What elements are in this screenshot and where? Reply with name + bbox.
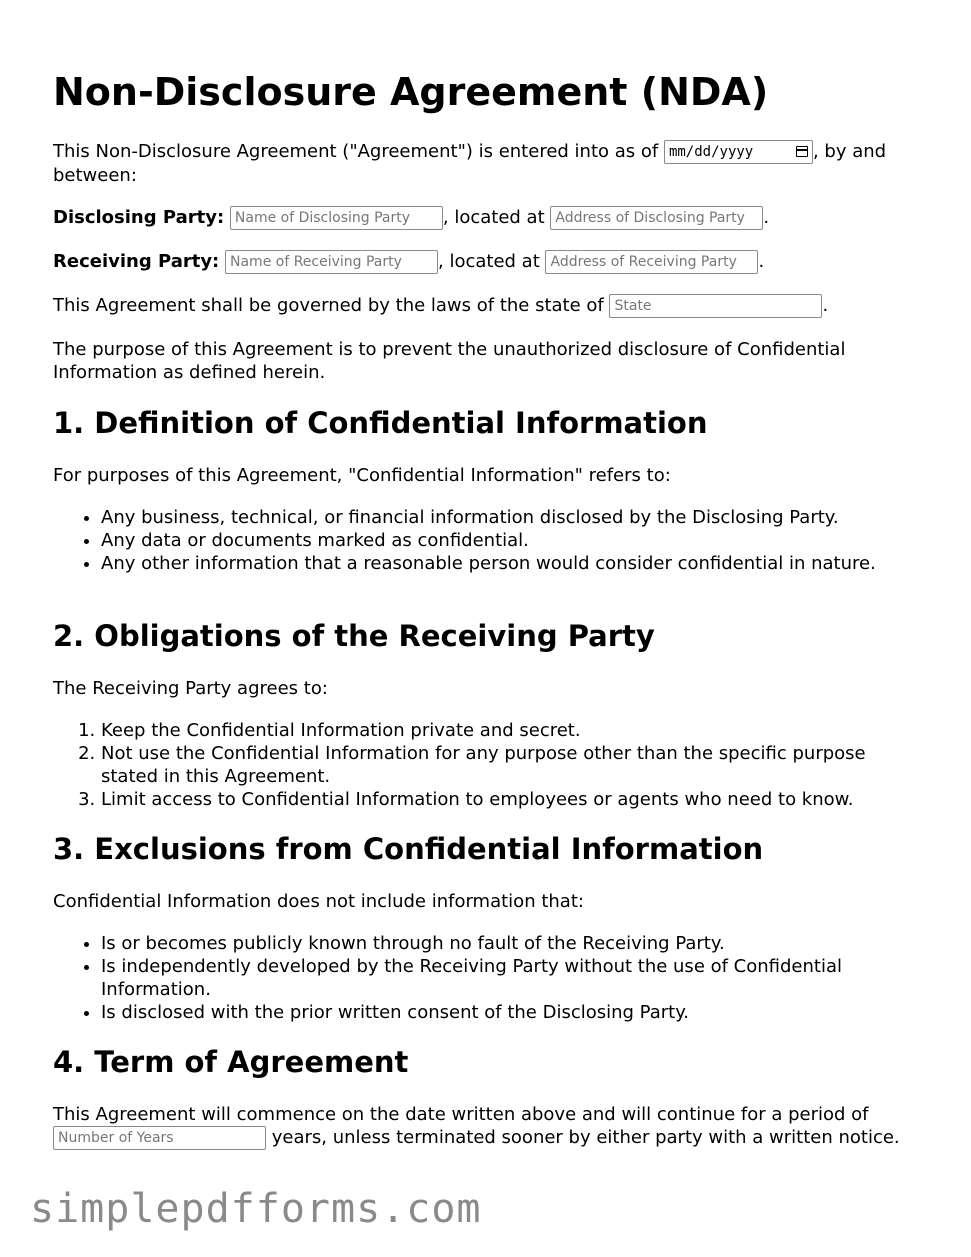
receiving-located-text: , located at [438,251,546,272]
receiving-party-name-input[interactable]: Name of Receiving Party [225,250,438,274]
receiving-party-line [53,250,923,274]
intro-text-after: , by and between: [53,141,887,186]
section-1-lead: For purposes of this Agreement, "Confidential Information" refers to: [53,465,671,486]
date-input-text: mm/dd/yyyy [668,144,754,160]
page-title: Non-Disclosure Agreement (NDA) [53,70,769,114]
receiving-party-address-input[interactable]: Address of Receiving Party [545,250,758,274]
list-item: • Is or becomes publicly known through no fault of the Receiving Party. [101,932,923,955]
section-2-heading: 2. Obligations of the Receiving Party [53,619,655,653]
section-3-lead: Confidential Information does not include information that: [53,891,584,912]
disclosing-period: . [763,207,770,228]
section-2-lead: The Receiving Party agrees to: [53,678,328,699]
governing-text: This Agreement shall be governed by the laws of the state of [53,295,610,316]
list-item: • Any business, technical, or financial information disclosed by the Disclosing Party. [101,506,923,529]
list-item: 1. Keep the Confidential Information private and secret. [101,719,923,742]
intro-text-before: This Non-Disclosure Agreement ("Agreement") is entered into as of [53,141,664,162]
list-item: 3. Limit access to Confidential Information to employees or agents who need to know. [101,788,923,811]
term-text-before: This Agreement will commence on the date written above and will continue for a period of [53,1104,869,1125]
term-text-after: years, unless terminated sooner by either party with a written notice. [266,1127,900,1148]
list-item: • Is independently developed by the Receiving Party without the use of Confidential Information. [101,955,923,1001]
disclosing-located-text: , located at [442,207,551,228]
purpose-paragraph: The purpose of this Agreement is to prevent the unauthorized disclosure of Confidential Information as defined herein. [53,339,846,383]
section-3-heading: 3. Exclusions from Confidential Information [53,832,764,866]
list-item: 2. Not use the Confidential Information for any purpose other than the specific purpose stated in this Agreement. [101,742,923,788]
state-input[interactable]: State [609,294,822,318]
list-item: • Any other information that a reasonable person would consider confidential in nature. [101,552,923,575]
governing-period: . [822,295,829,316]
section-3-list [53,932,923,1024]
section-2-list [53,719,923,811]
disclosing-party-address-input[interactable]: Address of Disclosing Party [550,206,763,230]
section-1-heading: 1. Definition of Confidential Information [53,406,708,440]
list-item: • Is disclosed with the prior written consent of the Disclosing Party. [101,1001,923,1024]
watermark: simplepdfforms.com [30,1186,482,1232]
section-4-paragraph [53,1103,923,1150]
disclosing-party-name-input[interactable]: Name of Disclosing Party [230,206,443,230]
list-item: • Any data or documents marked as confidential. [101,529,923,552]
disclosing-party-line [53,206,923,230]
intro-paragraph [53,140,923,187]
calendar-icon[interactable] [796,146,808,157]
number-of-years-input[interactable]: Number of Years [53,1126,266,1150]
section-4-heading: 4. Term of Agreement [53,1045,409,1079]
governing-law-line [53,294,923,318]
receiving-party-label: Receiving Party: [53,251,220,272]
receiving-period: . [758,251,765,272]
disclosing-party-label: Disclosing Party: [53,207,225,228]
section-1-list [53,506,923,575]
agreement-date-input[interactable] [664,140,813,164]
